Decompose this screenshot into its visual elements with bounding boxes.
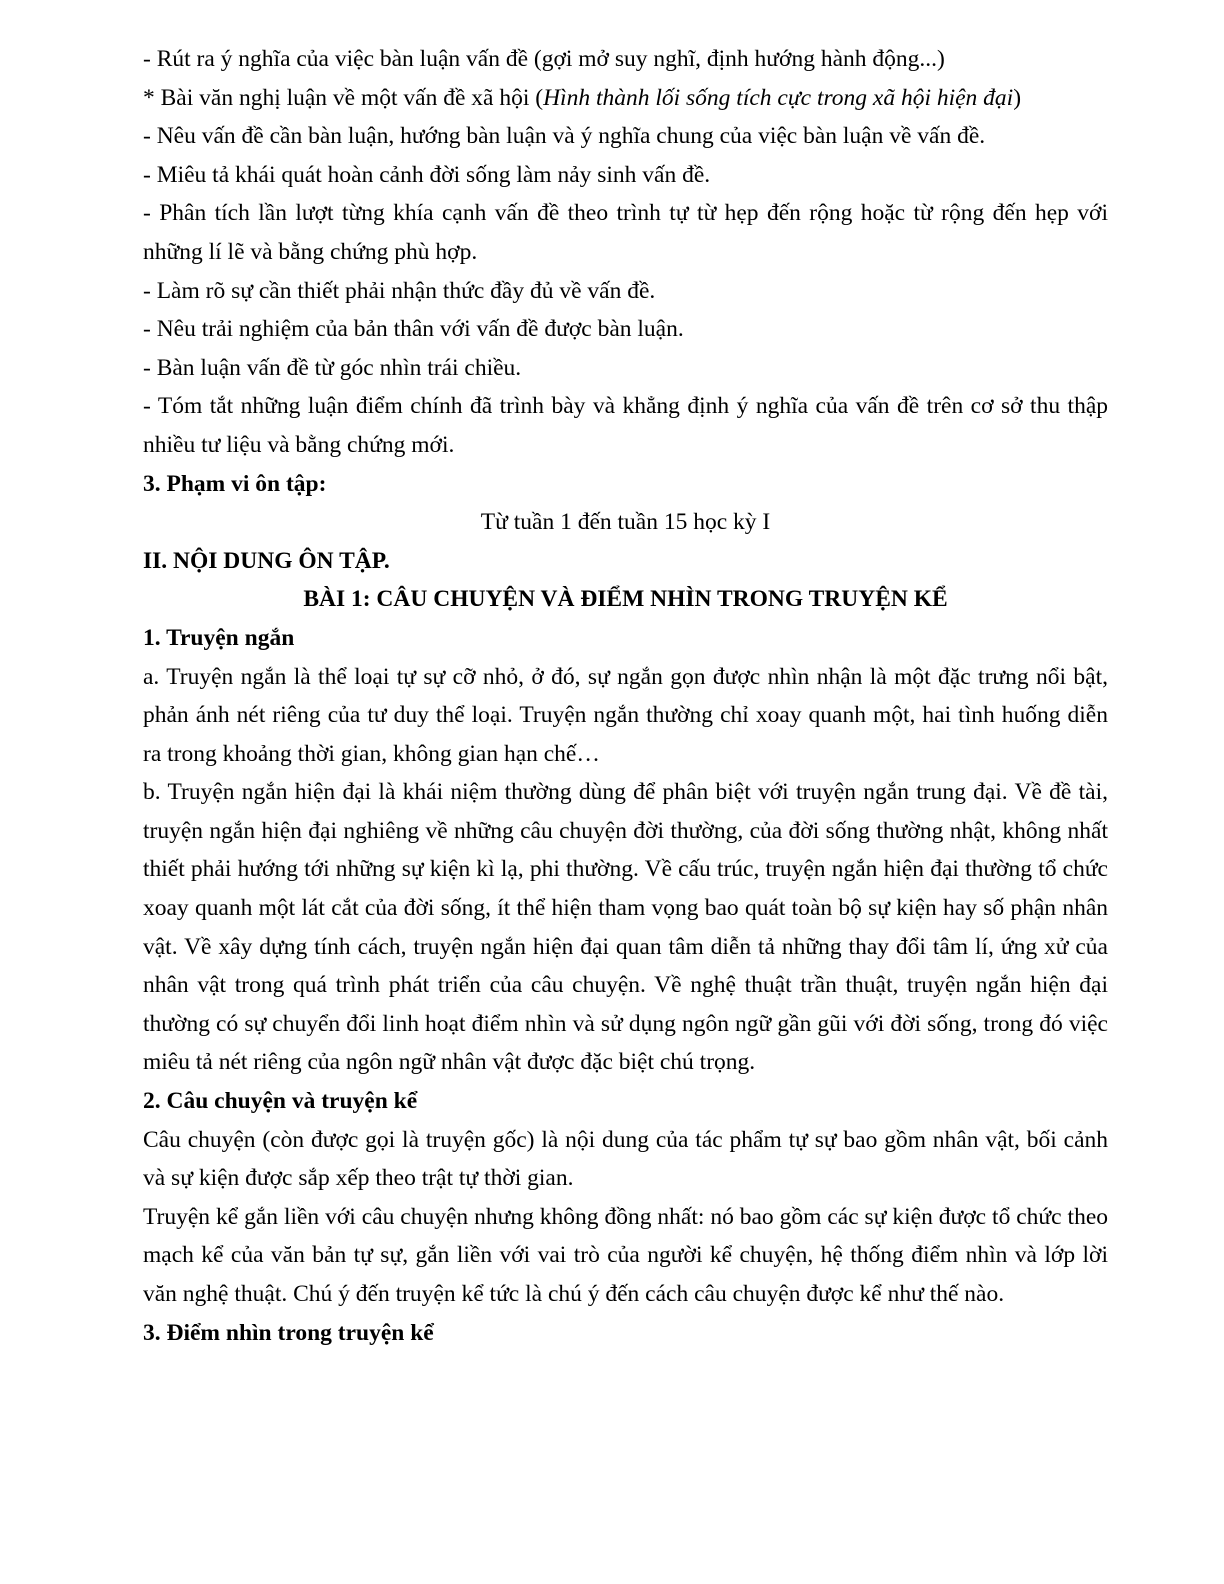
story-narrative-para-1: Câu chuyện (còn được gọi là truyện gốc) là nội dung của tác phẩm tự sự bao gồm nhân vật, bối cảnh và sự kiện được sắp xếp theo trật tự thời gian. — [143, 1126, 1108, 1192]
bullet-line: - Phân tích lần lượt từng khía cạnh vấn đề theo trình tự từ hẹp đến rộng hoặc từ rộng đến hẹp với những lí lẽ và bằng chứng phù hợp. — [143, 200, 1108, 265]
bullet-line: - Miêu tả khái quát hoàn cảnh đời sống làm nảy sinh vấn đề. — [143, 161, 711, 188]
bullet-line: - Bàn luận vấn đề từ góc nhìn trái chiều. — [143, 354, 522, 381]
scope-range: Từ tuần 1 đến tuần 15 học kỳ I — [480, 509, 771, 536]
bullet-line: - Rút ra ý nghĩa của việc bàn luận vấn đề (gợi mở suy nghĩ, định hướng hành động...) — [143, 46, 945, 72]
essay-type-line — [143, 79, 1108, 118]
bullet-line: - Làm rõ sự cần thiết phải nhận thức đầy đủ về vấn đề. — [143, 277, 656, 304]
point-of-view-heading: 3. Điểm nhìn trong truyện kể — [143, 1319, 434, 1346]
bullet-line: - Nêu vấn đề cần bàn luận, hướng bàn luận và ý nghĩa chung của việc bàn luận về vấn đề. — [143, 123, 986, 150]
story-narrative-para-2: Truyện kể gắn liền với câu chuyện nhưng không đồng nhất: nó bao gồm các sự kiện được tổ chức theo mạch kể của văn bản tự sự, gắn liền với vai trò của người kể chuyện, hệ thống điểm nhìn và lớp lời văn nghệ thuật. Chú ý đến truyện kể tức là chú ý đến cách câu chuyện được kể như thế nào. — [143, 1203, 1108, 1307]
essay-type-prefix: * Bài văn nghị luận về một vấn đề xã hội ( — [143, 84, 544, 111]
content-heading: II. NỘI DUNG ÔN TẬP. — [143, 547, 390, 574]
essay-type-suffix: ) — [1013, 84, 1022, 111]
story-narrative-heading: 2. Câu chuyện và truyện kể — [143, 1088, 418, 1115]
essay-type-italic: Hình thành lối sống tích cực trong xã hội hiện đại — [543, 84, 1014, 111]
scope-heading: 3. Phạm vi ôn tập: — [143, 470, 327, 497]
lesson-title: BÀI 1: CÂU CHUYỆN VÀ ĐIỂM NHÌN TRONG TRUYỆN KỂ — [303, 586, 948, 613]
short-story-para-a: a. Truyện ngắn là thể loại tự sự cỡ nhỏ, ở đó, sự ngắn gọn được nhìn nhận là một đặc trưng nổi bật, phản ánh nét riêng của tư duy thể loại. Truyện ngắn thường chỉ xoay quanh một, hai tình huống diễn ra trong khoảng thời gian, không gian hạn chế… — [143, 663, 1108, 767]
document-page — [143, 40, 1108, 1352]
short-story-heading: 1. Truyện ngắn — [143, 624, 295, 651]
bullet-line: - Tóm tắt những luận điểm chính đã trình bày và khẳng định ý nghĩa của vấn đề trên cơ sở thu thập nhiều tư liệu và bằng chứng mới. — [143, 393, 1108, 458]
short-story-para-b: b. Truyện ngắn hiện đại là khái niệm thường dùng để phân biệt với truyện ngắn trung đại. Về đề tài, truyện ngắn hiện đại nghiêng về những câu chuyện đời thường, của đời sống thường nhật, không nhất thiết phải hướng tới những sự kiện kì lạ, phi thường. Về cấu trúc, truyện ngắn hiện đại thường tổ chức xoay quanh một lát cắt của đời sống, ít thể hiện tham vọng bao quát toàn bộ sự kiện hay số phận nhân vật. Về xây dựng tính cách, truyện ngắn hiện đại quan tâm diễn tả những thay đổi tâm lí, ứng xử của nhân vật trong quá trình phát triển của câu chuyện. Về nghệ thuật trần thuật, truyện ngắn hiện đại thường có sự chuyển đổi linh hoạt điểm nhìn và sử dụng ngôn ngữ gần gũi với đời sống, trong đó việc miêu tả nét riêng của ngôn ngữ nhân vật được đặc biệt chú trọng. — [143, 779, 1108, 1076]
bullet-line: - Nêu trải nghiệm của bản thân với vấn đề được bàn luận. — [143, 316, 684, 343]
